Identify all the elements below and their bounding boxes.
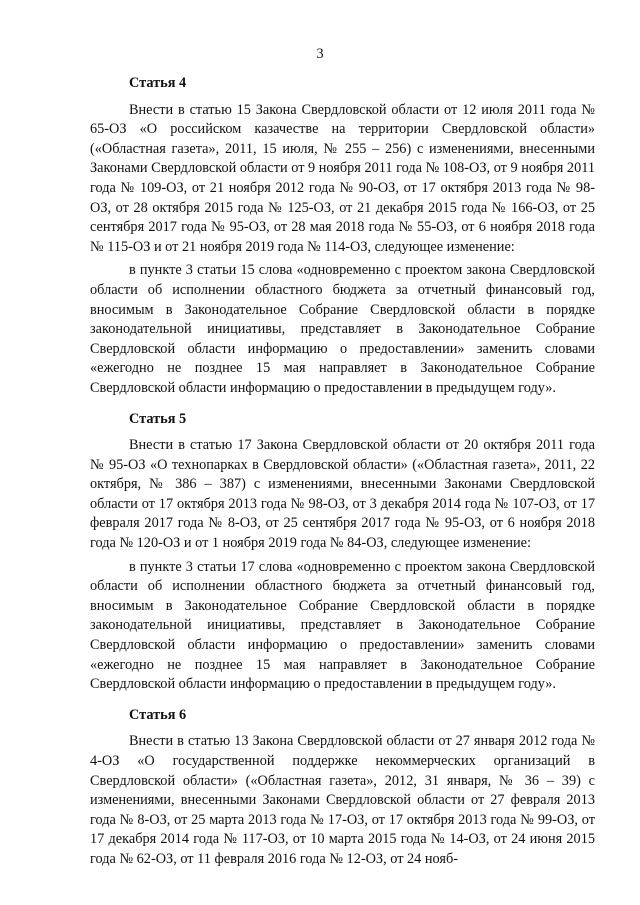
article-5-heading: Статья 5 <box>129 410 187 427</box>
document-body <box>90 74 595 870</box>
article-5-paragraph-1: Внести в статью 17 Закона Свердловской области от 20 октября 2011 года № 95-ОЗ «О технопарках в Свердловской области» («Областная газета», 2011, 22 октября, № 386 – 387) с изменениями, внесенными Законами Свердловской области от 17 октября 2013 года № 98-ОЗ, от 3 декабря 2014 года № 107-ОЗ, от 17 февраля 2017 года № 8-ОЗ, от 25 сентября 2017 года № 95-ОЗ, от 6 ноября 2018 года № 120-ОЗ и от 1 ноября 2019 года № 84-ОЗ, следующее изменение: <box>90 437 595 552</box>
article-6-paragraph-1: Внести в статью 13 Закона Свердловской области от 27 января 2012 года № 4-ОЗ «О государственной поддержке некоммерческих организаций в Свердловской области» («Областная газета», 2012, 31 января, № 36 – 39) с изменениями, внесенными Законами Свердловской области от 27 февраля 2013 года № 8-ОЗ, от 25 марта 2013 года № 17-ОЗ, от 17 октября 2013 года № 99-ОЗ, от 17 декабря 2014 года № 117-ОЗ, от 10 марта 2015 года № 14-ОЗ, от 24 июня 2015 года № 62-ОЗ, от 11 февраля 2016 года № 12-ОЗ, от 24 нояб- <box>90 733 595 867</box>
article-4-heading: Статья 4 <box>129 75 187 91</box>
article-4-paragraph-2: в пункте 3 статьи 15 слова «одновременно с проектом закона Свердловской области об исполнении областного бюджета за отчетный финансовый год, вносимым в Законодательное Собрание Свердловской области в порядке законодательной инициативы, представляет в Законодательное Собрание Свердловской области информацию о предоставлении» заменить словами «ежегодно не позднее 15 мая направляет в Законодательное Собрание Свердловской области информацию о предоставлении в предыдущем году». <box>90 262 595 396</box>
article-5-paragraph-2: в пункте 3 статьи 17 слова «одновременно с проектом закона Свердловской области об исполнении областного бюджета за отчетный финансовый год, вносимым в Законодательное Собрание Свердловской области в порядке законодательной инициативы, представляет в Законодательное Собрание Свердловской области информацию о предоставлении» заменить словами «ежегодно не позднее 15 мая направляет в Законодательное Собрание Свердловской области информацию о предоставлении в предыдущем году». <box>90 558 595 693</box>
article-4-paragraph-1: Внести в статью 15 Закона Свердловской области от 12 июля 2011 года № 65-ОЗ «О российском казачестве на территории Свердловской области» («Областная газета», 2011, 15 июля, № 255 – 256) с изменениями, внесенными Законами Свердловской области от 9 ноября 2011 года № 108-ОЗ, от 9 ноября 2011 года № 109-ОЗ, от 21 ноября 2012 года № 90-ОЗ, от 17 октября 2013 года № 98-ОЗ, от 28 октября 2015 года № 125-ОЗ, от 21 декабря 2015 года № 166-ОЗ, от 25 сентября 2017 года № 95-ОЗ, от 28 мая 2018 года № 55-ОЗ, от 6 ноября 2018 года № 115-ОЗ и от 21 ноября 2019 года № 114-ОЗ, следующее изменение: <box>90 101 595 255</box>
article-6-heading: Статья 6 <box>129 706 187 723</box>
page-number: 3 <box>316 46 324 62</box>
